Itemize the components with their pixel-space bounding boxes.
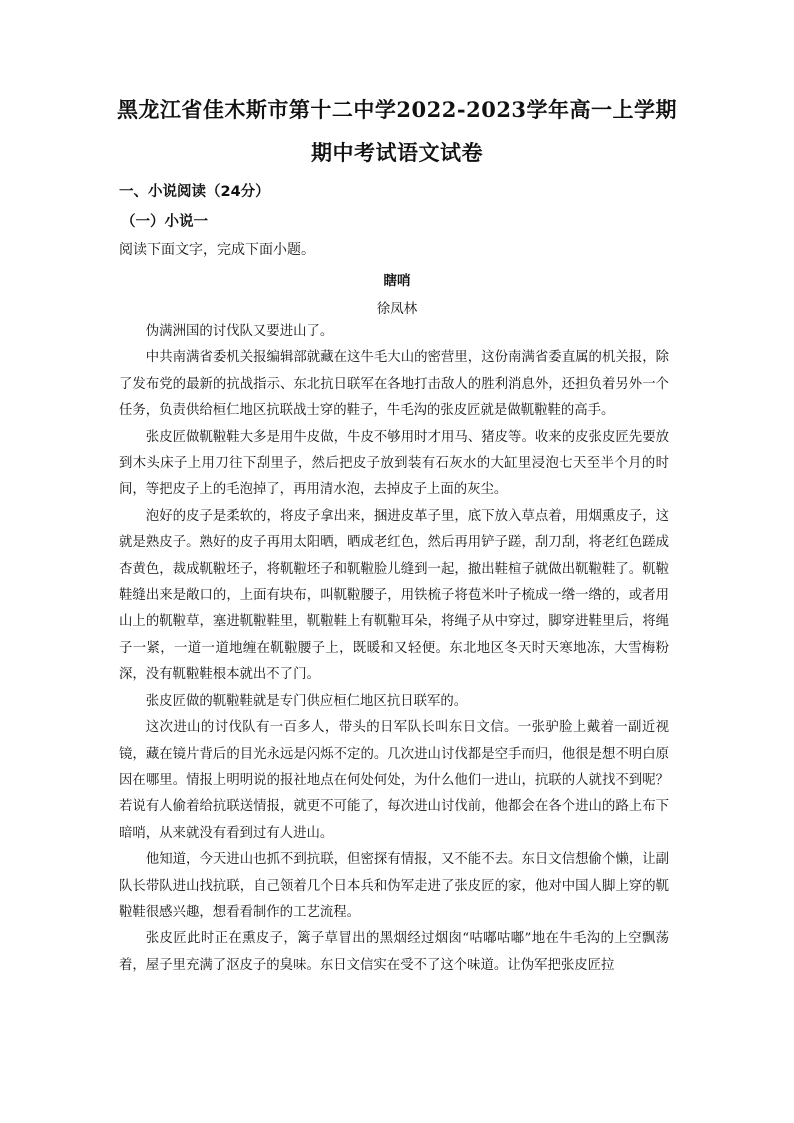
paragraph: 泡好的皮子是柔软的，将皮子拿出来，捆进皮革子里，底下放入草点着，用烟熏皮子，这就是熟皮子。熟好的皮子再用太阳晒，晒成老红色，然后再用铲子蹉，刮刀刮，将老红色蹉成杏黄色，裁成靰鞡坯子，将靰鞡坯子和靰鞡脸儿缝到一起，撤出鞋楦子就做出靰鞡鞋了。靰鞡鞋缝出来是敞口的，上面有块布，叫靰鞡腰子，用铁梳子将苞米叶子梳成一绺一绺的，或者用山上的靰鞡草，塞进靰鞡鞋里，靰鞡鞋上有靰鞡耳朵，将绳子从中穿过，脚穿进鞋里后，将绳子一紧，一道一道地缠在靰鞡腰子上，既暖和又轻便。东北地区冬天时天寒地冻，大雪梅粉深，没有靰鞡鞋根本就出不了门。: [119, 508, 669, 683]
subsection-heading-novel-one: （一）小说一: [121, 214, 208, 230]
paragraph: 张皮匠此时正在熏皮子，篱子草冒出的黑烟经过烟囱“咕嘟咕嘟”地在牛毛沟的上空飘荡着，屋子里充满了沤皮子的臭味。东日文信实在受不了这个味道。让伪军把张皮匠拉: [119, 931, 669, 973]
paragraph: 他知道，今天进山也抓不到抗联，但密探有情报，又不能不去。东日文信想偷个懒，让副队长带队进山找抗联，自己领着几个日本兵和伪军走进了张皮匠的家，他对中国人脚上穿的靰鞡鞋很感兴趣，想看看制作的工艺流程。: [119, 852, 669, 920]
paragraph: 中共南满省委机关报编辑部就藏在这牛毛大山的密营里，这份南满省委直属的机关报，除了发布党的最新的抗战指示、东北抗日联军在各地打击敌人的胜利消息外，还担负着另外一个任务，负责供给桓仁地区抗联战士穿的鞋子，牛毛沟的张皮匠就是做靰鞡鞋的高手。: [119, 350, 669, 419]
story-title: 瞎哨: [383, 273, 411, 289]
story-body: [119, 319, 669, 979]
paragraph: 这次进山的讨伐队有一百多人，带头的日军队长叫东日文信。一张驴脸上戴着一副近视镜，藏在镜片背后的目光永远是闪烁不定的。几次进山讨伐都是空手而归，他很是想不明白原因在哪里。情报上明明说的报社地点在何处何处，为什么他们一进山，抗联的人就找不到呢？若说有人偷着给抗联送情报，就更不可能了，每次进山讨伐前，他都会在各个进山的路上布下暗哨，从来就没有看到过有人进山。: [119, 720, 669, 841]
section-heading-novel-reading: 一、小说阅读（24分）: [119, 184, 270, 200]
paragraph: 张皮匠做的靰鞡鞋就是专门供应桓仁地区抗日联军的。: [145, 693, 468, 709]
paragraph: 张皮匠做靰鞡鞋大多是用牛皮做，牛皮不够用时才用马、猪皮等。收来的皮张皮匠先要放到木头床子上用刀往下刮里子，然后把皮子放到装有石灰水的大缸里浸泡七天至半个月的时间，等把皮子上的毛泡掉了，再用清水泡，去掉皮子上面的灰尘。: [119, 429, 669, 498]
document-title-line-2: 期中考试语文试卷: [311, 140, 483, 165]
document-title-line-1: 黑龙江省佳木斯市第十二中学2022-2023学年高一上学期: [116, 97, 678, 122]
reading-instruction: 阅读下面文字，完成下面小题。: [119, 242, 315, 258]
paragraph: 伪满洲国的讨伐队又要进山了。: [145, 324, 334, 339]
story-author: 徐凤林: [376, 301, 418, 317]
